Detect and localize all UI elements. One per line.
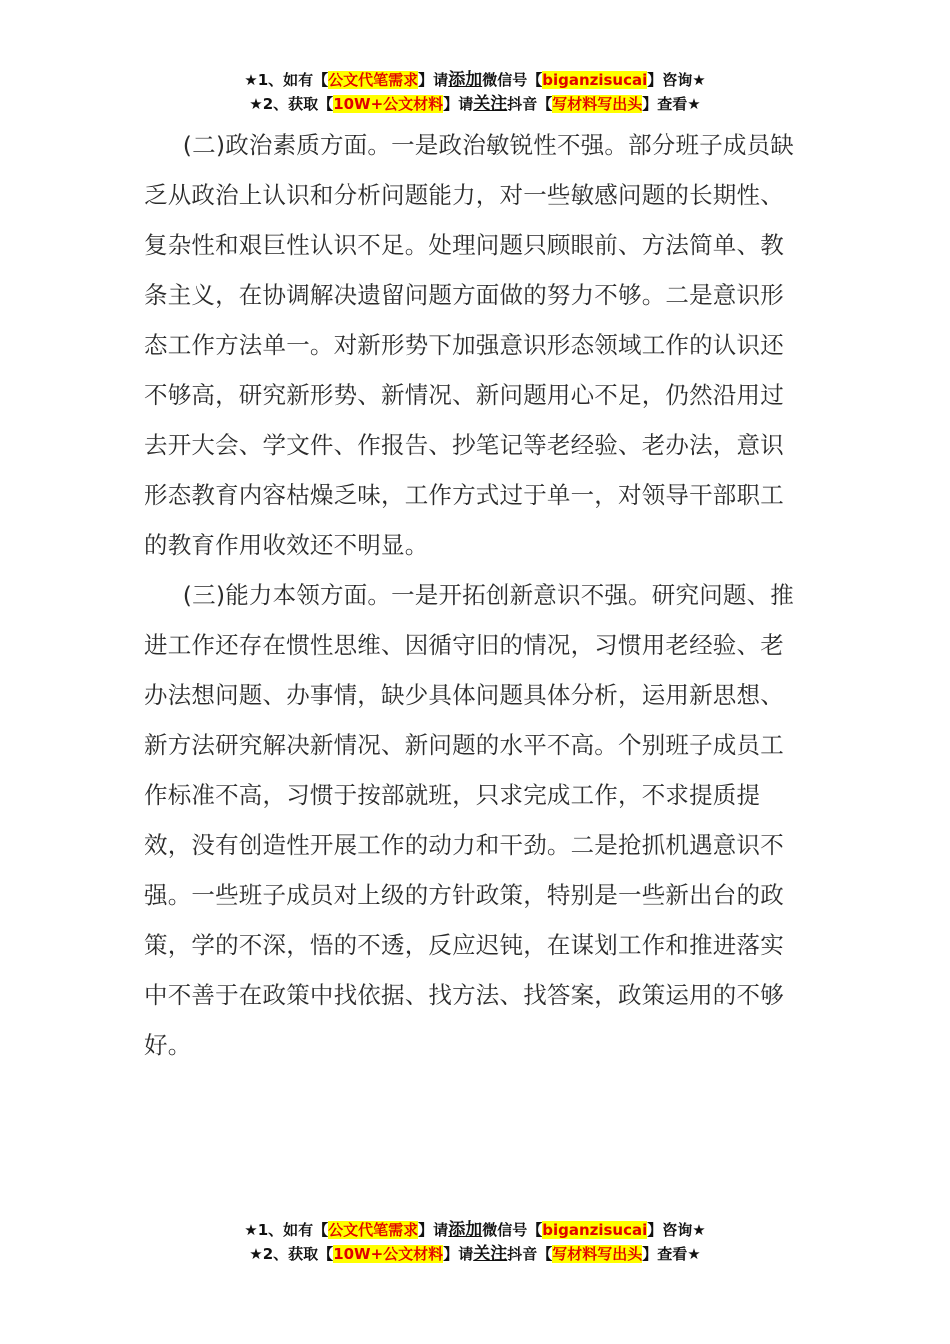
banner-line-2: [0, 92, 950, 116]
banner-text: 】咨询★: [647, 71, 706, 89]
footer-banner: [0, 1218, 950, 1266]
banner-text: 】请: [418, 1221, 449, 1239]
banner-text: 】请: [418, 71, 449, 89]
banner-text: 抖音【: [507, 95, 553, 113]
banner-text: 】咨询★: [647, 1221, 706, 1239]
banner-text: 抖音【: [507, 1245, 553, 1263]
emphasis-text: 关注: [473, 1244, 508, 1264]
banner-text: ★2、获取【: [249, 1245, 334, 1263]
banner-line-1: [0, 1218, 950, 1242]
highlight-tag: 10W+公文材料: [333, 1245, 444, 1263]
banner-line-2: [0, 1242, 950, 1266]
emphasis-text: 添加: [448, 70, 483, 90]
highlight-tag: 公文代笔需求: [328, 1221, 419, 1239]
banner-text: 】请: [443, 1245, 474, 1263]
banner-text: ★2、获取【: [249, 95, 334, 113]
paragraph-political-quality: (二)政治素质方面。一是政治敏锐性不强。部分班子成员缺乏从政治上认识和分析问题能力，对一些敏感问题的长期性、复杂性和艰巨性认识不足。处理问题只顾眼前、方法简单、教条主义，在协调解决遗留问题方面做的努力不够。二是意识形态工作方法单一。对新形势下加强意识形态领域工作的认识还不够高，研究新形势、新情况、新问题用心不足，仍然沿用过去开大会、学文件、作报告、抄笔记等老经验、老办法，意识形态教育内容枯燥乏味，工作方式过于单一，对领导干部职工的教育作用收效还不明显。: [144, 131, 795, 559]
douyin-id-tag: 写材料写出头: [552, 1245, 643, 1263]
emphasis-text: 添加: [448, 1220, 483, 1240]
header-banner: [0, 68, 950, 116]
banner-text: 】查看★: [642, 95, 701, 113]
douyin-id-tag: 写材料写出头: [552, 95, 643, 113]
banner-text: ★1、如有【: [244, 1221, 329, 1239]
highlight-tag: 公文代笔需求: [328, 71, 419, 89]
paragraph-capability: (三)能力本领方面。一是开拓创新意识不强。研究问题、推进工作还存在惯性思维、因循守旧的情况，习惯用老经验、老办法想问题、办事情，缺少具体问题具体分析，运用新思想、新方法研究解决新情况、新问题的水平不高。个别班子成员工作标准不高，习惯于按部就班，只求完成工作，不求提质提效，没有创造性开展工作的动力和干劲。二是抢抓机遇意识不强。一些班子成员对上级的方针政策，特别是一些新出台的政策，学的不深，悟的不透，反应迟钝，在谋划工作和推进落实中不善于在政策中找依据、找方法、找答案，政策运用的不够好。: [144, 581, 795, 1059]
banner-text: 】请: [443, 95, 474, 113]
wechat-id-tag: biganzisucai: [542, 1221, 648, 1239]
emphasis-text: 关注: [473, 94, 508, 114]
wechat-id-tag: biganzisucai: [542, 71, 648, 89]
banner-text: 微信号【: [482, 71, 543, 89]
banner-text: ★1、如有【: [244, 71, 329, 89]
banner-text: 】查看★: [642, 1245, 701, 1263]
highlight-tag: 10W+公文材料: [333, 95, 444, 113]
document-body: [144, 120, 806, 1070]
banner-text: 微信号【: [482, 1221, 543, 1239]
banner-line-1: [0, 68, 950, 92]
